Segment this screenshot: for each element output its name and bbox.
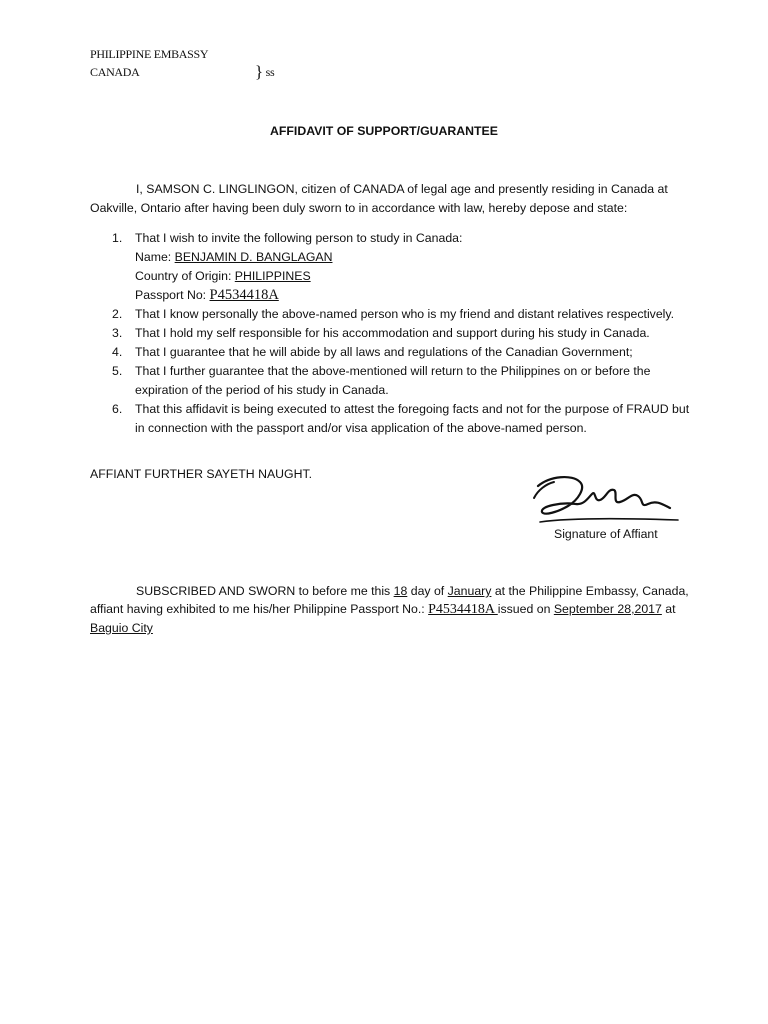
list-item: [90, 324, 690, 343]
passport-number: P4534418A: [209, 287, 279, 303]
list-item-text: That I hold my self responsible for his accommodation and support during his study in Canada.: [135, 326, 650, 340]
statement-list: [90, 229, 690, 438]
jurat-text: day of: [407, 584, 448, 598]
list-number: 6.: [112, 402, 123, 416]
affiant-signature: [528, 468, 680, 526]
list-item-text: That I wish to invite the following person to study in Canada:: [135, 231, 463, 245]
list-number: 2.: [112, 307, 123, 321]
list-item: [90, 305, 690, 324]
jurat-place: Baguio City: [90, 621, 153, 635]
jurat-text: at: [661, 602, 676, 616]
country-value: PHILIPPINES: [234, 269, 311, 283]
jurat-paragraph: [90, 582, 690, 637]
list-number: 1.: [112, 231, 123, 245]
venue-ss-text: ss: [265, 65, 275, 79]
jurat-issue-date: September 28,2017: [553, 602, 662, 616]
passport-line: [135, 286, 690, 305]
jurat-passport-number: P4534418A: [428, 602, 498, 617]
list-number: 5.: [112, 364, 123, 378]
venue-line-2: CANADA: [90, 65, 140, 79]
name-label: Name:: [135, 250, 175, 264]
list-item-text: That I know personally the above-named person who is my friend and distant relatives respectively.: [135, 307, 675, 321]
jurat-day: 18: [393, 584, 408, 598]
passport-label: Passport No:: [135, 288, 210, 302]
list-item-text: That this affidavit is being executed to attest the foregoing facts and not for the purpose of FRAUD but in connection with the passport and/or visa application of the above-named person.: [135, 402, 690, 435]
list-number: 4.: [112, 345, 123, 359]
list-item-text: That I guarantee that he will abide by all laws and regulations of the Canadian Government;: [135, 345, 633, 359]
invitee-name: BENJAMIN D. BANGLAGAN: [174, 250, 333, 264]
venue-line-1: PHILIPPINE EMBASSY: [90, 47, 209, 61]
invitee-name-line: [135, 248, 690, 267]
jurat-text: at the Philippine Embassy, Canada, affiant having exhibited to me his/her Philippine Passport No.:: [90, 584, 689, 616]
list-number: 3.: [112, 326, 123, 340]
list-item: [90, 343, 690, 362]
jurat-text: issued on: [497, 602, 554, 616]
country-label: Country of Origin:: [135, 269, 235, 283]
closing-statement: AFFIANT FURTHER SAYETH NAUGHT.: [90, 467, 313, 481]
jurat-month: January: [447, 584, 492, 598]
country-line: [135, 267, 690, 286]
list-item: [90, 400, 690, 438]
venue-block: [90, 45, 275, 81]
list-item: [90, 362, 690, 400]
signature-caption: Signature of Affiant: [554, 527, 658, 541]
intro-paragraph: I, SAMSON C. LINGLINGON, citizen of CANADA of legal age and presently residing in Canada at Oakville, Ontario after having been duly sworn to in accordance with law, hereby depose and state:: [90, 182, 668, 215]
list-item: [90, 229, 690, 305]
jurat-text: SUBSCRIBED AND SWORN to before me this: [136, 584, 394, 598]
document-title: AFFIDAVIT OF SUPPORT/GUARANTEE: [270, 124, 498, 138]
venue-brace: }: [255, 62, 263, 81]
venue-ss: [255, 62, 274, 81]
list-item-text: That I further guarantee that the above-mentioned will return to the Philippines on or before the expiration of the period of his study in Canada.: [135, 364, 651, 397]
